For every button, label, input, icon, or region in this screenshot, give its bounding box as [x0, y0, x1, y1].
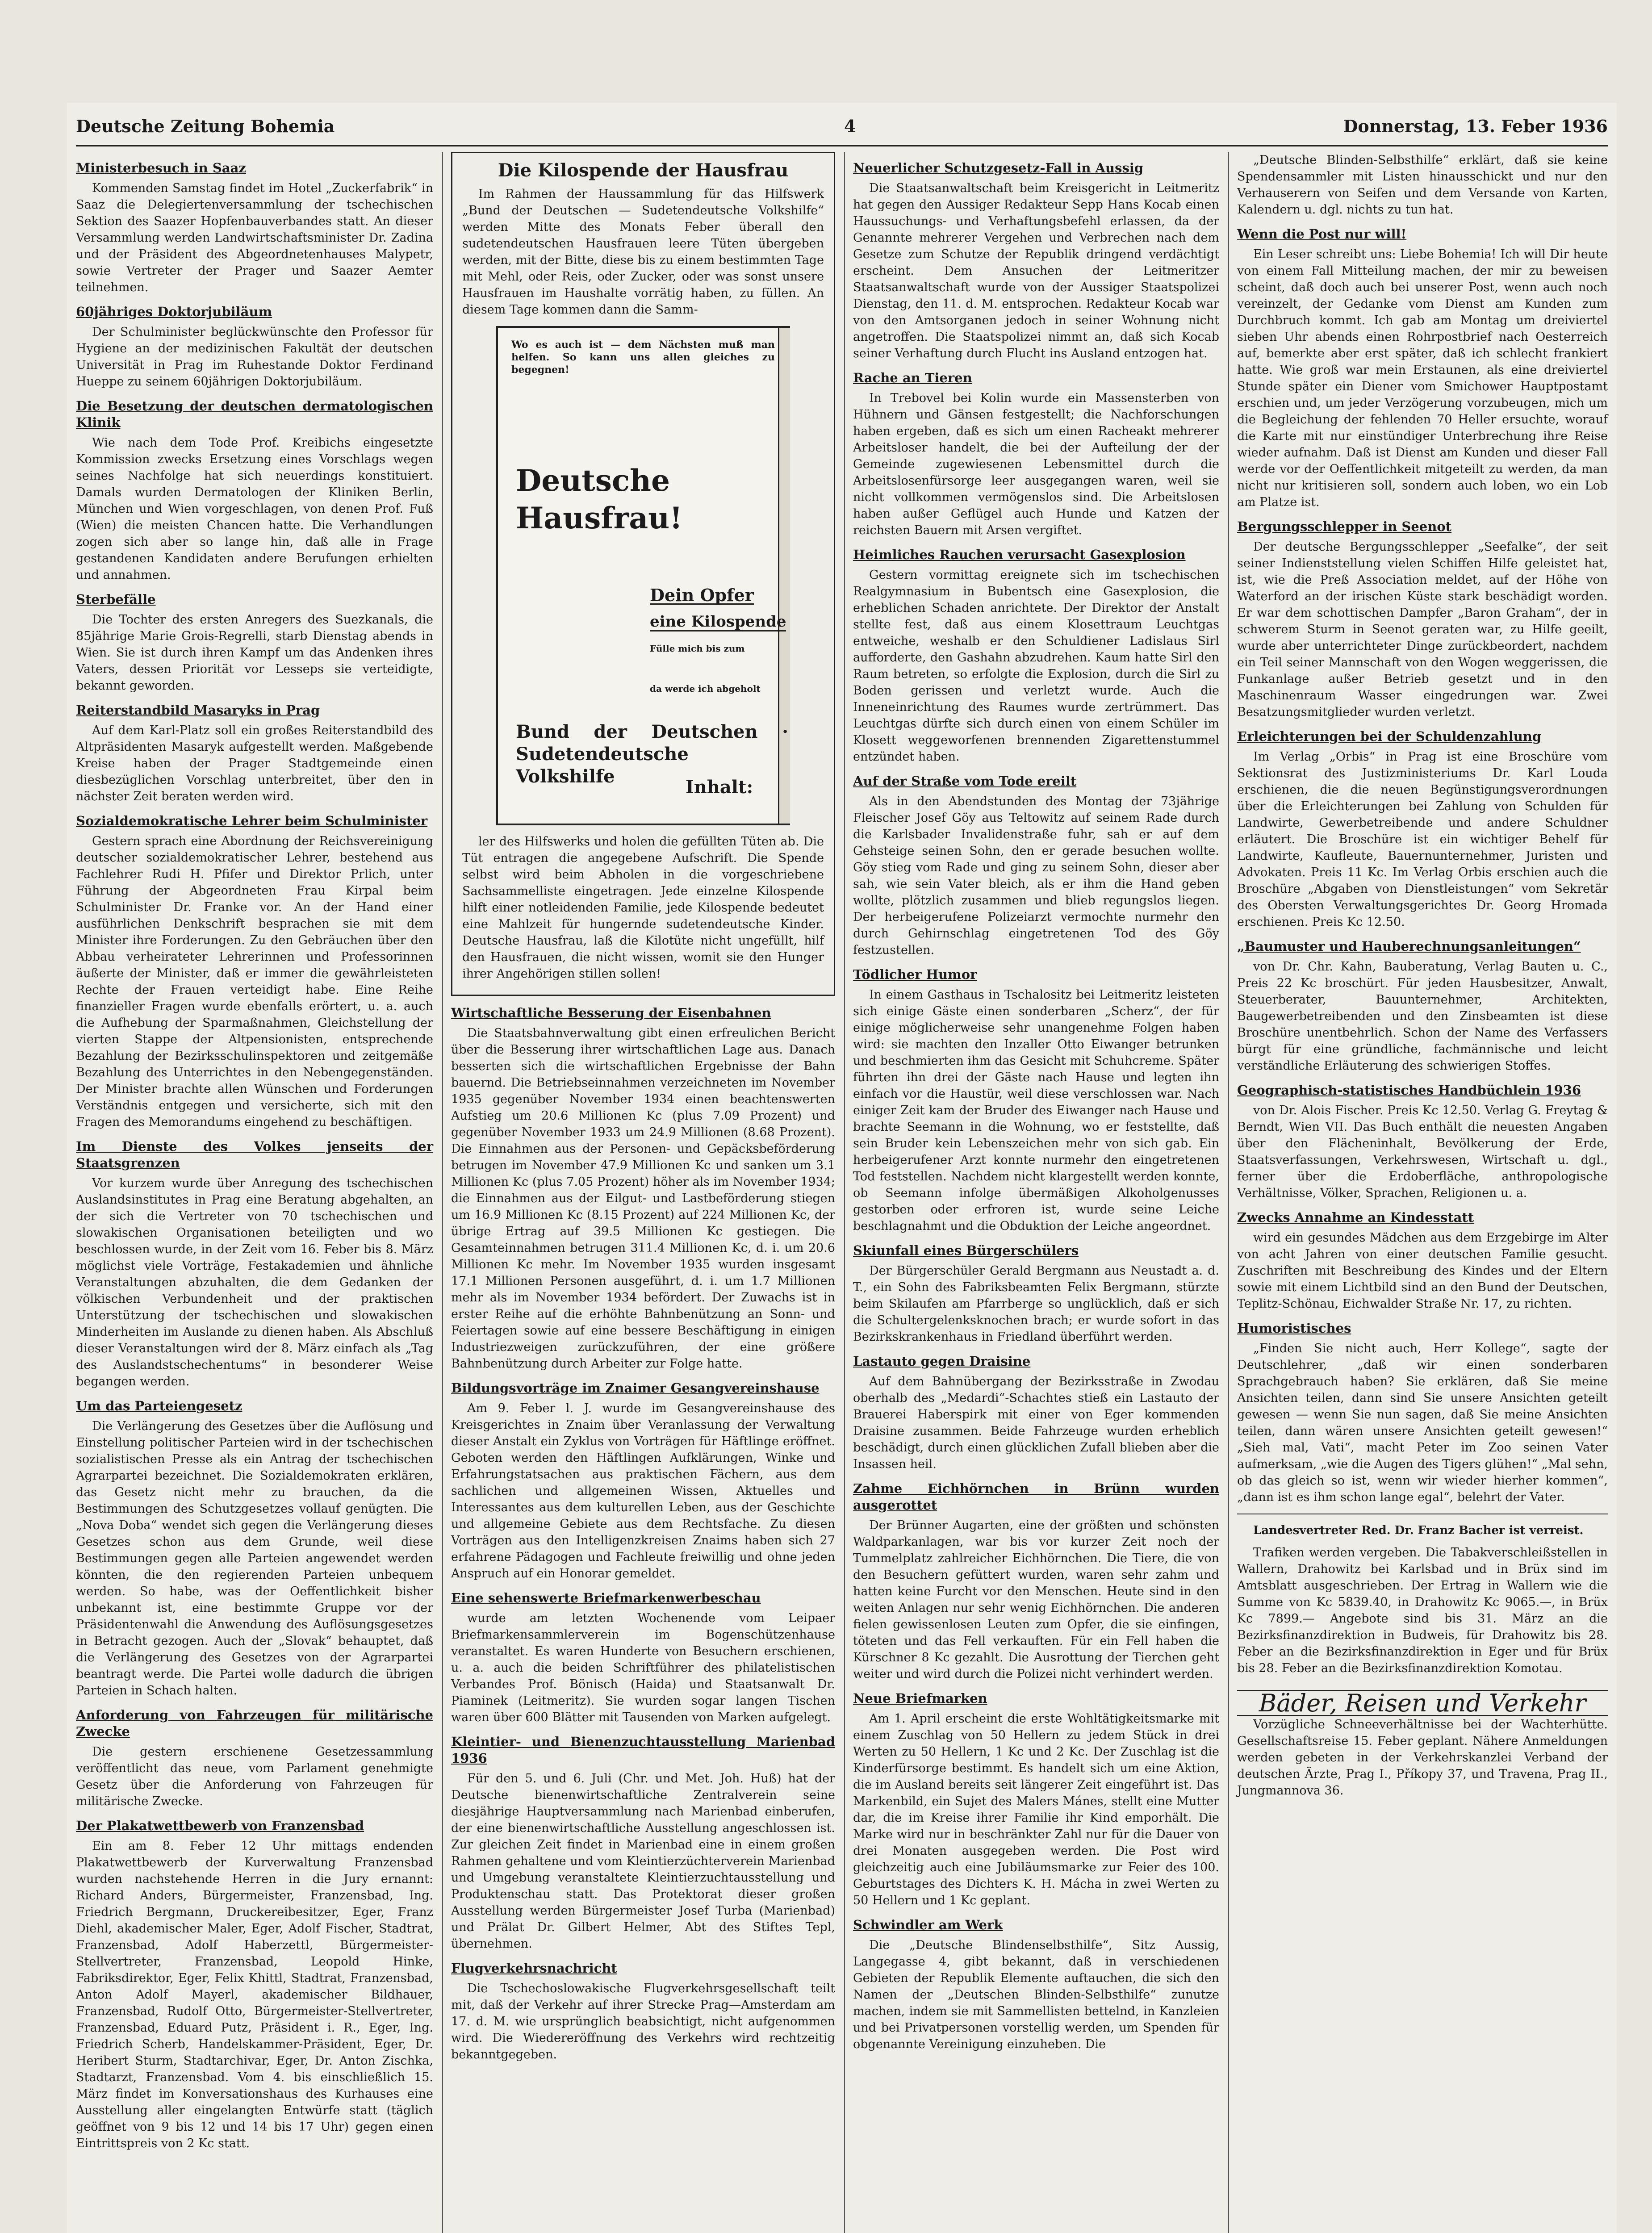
article-text: Der deutsche Bergungsschlepper „Seefalke“, der seit seiner Indienststellung vielen Schiffen Hilfe geleistet hat, ist, wie die Preß Association meldet, auf der Höhe von Waterford an der irischen Küste stark beschädigt worden. Er war dem schottischen Dampfer „Baron Graham“, der in schwerem Sturm in Seenot geraten war, zu Hilfe geeilt, wurde aber unterrichteter Dinge zurückbeordert, nachdem ein Teil seiner Mannschaft von den Wogen weggerissen, die Funkanlage außer Betrieb gesetzt und in den Maschinenraum Wasser eingedrungen war. Zwei Besatzungsmitglieder wurden verletzt.	[1237, 540, 1608, 719]
article-heading: Im Dienste des Volkes jenseits der Staatsgrenzen	[76, 1139, 433, 1171]
article-text: Gestern vormittag ereignete sich im tschechischen Realgymnasium in Bubentsch eine Gasexplosion, die erheblichen Schaden anrichtete. Der Direktor der Anstalt stellte fest, daß aus einem Klosettraum Leuchtgas entweiche, weshalb er den Schuldiener Ladislaus Sirl aufforderte, den Gashahn abzudrehen. Kaum hatte Sirl den Raum betreten, so erfolgte die Explosion, durch die Sirl zu Boden gerissen und verletzt wurde. Auch die Inneneinrichtung des Raumes wurde zertrümmert. Das Leuchtgas dürfte sich durch einen von einem Schüler im Klosett weggeworfenen brennenden Zigarettenstummel entzündet haben.	[853, 568, 1219, 764]
column-3	[853, 152, 1219, 2233]
article-heading: Sterbefälle	[76, 592, 156, 607]
column-4	[1237, 152, 1608, 2233]
ad-top-text: Wo es auch ist — dem Nächsten muß man helfen. So kann uns allen gleiches zu begegnen!	[511, 339, 775, 376]
article-text: Als in den Abendstunden des Montag der 73jährige Fleischer Josef Göy aus Teltowitz auf seinem Rade durch die Karlsbader Invalidenstraße fuhr, sah er auf dem Gehsteige seinen Sohn, den er gerade besuchen wollte. Göy stieg vom Rade und ging zu seinem Sohn, dieser aber sah, wie sein Vater bleich, als er ihm die Hand geben wollte, plötzlich zusammen und blieb regungslos liegen. Der herbeigerufene Polizeiarzt vermochte nurmehr den durch Gehirnschlag eingetretenen Tod des Göy festzustellen.	[853, 795, 1219, 957]
column-4-articles	[1237, 152, 1608, 1505]
article-heading: Tödlicher Humor	[853, 967, 977, 982]
article-heading: „Baumuster und Hauberechnungsanleitungen“	[1237, 939, 1581, 954]
article-text: Die Staatsbahnverwaltung gibt einen erfreulichen Bericht über die Besserung ihrer wirtschaftlichen Lage aus. Danach besserten sich die wirtschaftlichen Ergebnisse der Bahn bauernd. Die Betriebseinnahmen verzeichneten im November 1935 gegenüber November 1934 einen beachtenswerten Aufstieg um 20.6 Millionen Kc (plus 7.09 Prozent) und gegenüber November 1933 um 24.9 Millionen (8.68 Prozent). Die Einnahmen aus der Personen- und Gepäcksbeförderung betrugen im November 47.9 Millionen Kc und sanken um 3.1 Millionen Kc (plus 7.05 Prozent) höher als im November 1934; die Einnahmen aus der Eilgut- und Lastbeförderung stiegen um 16.9 Millionen Kc (8.15 Prozent) auf 224 Millionen Kc, der übrige Ertrag auf 39.5 Millionen Kc gestiegen. Die Gesamteinnahmen betrugen 311.4 Millionen Kc, d. i. um 20.6 Millionen Kc mehr. Im November 1935 wurden insgesamt 17.1 Millionen Personen ausgeführt, d. i. um 1.7 Millionen mehr als im November 1934 befördert. Der Zuwachs ist in erster Reihe auf die erhöhte Bahnbenützung an Sonn- und Feiertagen sowie auf eine bessere Beschäftigung in einigen Industriezweigen zurückzuführen, der eine größere Bahnbenützung durch Arbeiter zur Folge hatte.	[451, 1026, 835, 1371]
masthead-title: Deutsche Zeitung Bohemia	[76, 116, 335, 136]
article-text: wurde am letzten Wochenende vom Leipaer Briefmarkensammlerverein im Bogenschützenhause veranstaltet. Es waren Hunderte von Besuchern erschienen, u. a. auch die beiden Schriftführer des philatelistischen Verbandes Prof. Bönisch (Haida) und Staatsanwalt Dr. Piaminek (Leitmeritz). Sie wurden sogar langen Tischen waren über 600 Blätter mit Tausenden von Marken aufgelegt.	[451, 1611, 835, 1724]
article-heading: Sozialdemokratische Lehrer beim Schulminister	[76, 813, 428, 828]
article-text: Die „Deutsche Blindenselbsthilfe“, Sitz Aussig, Langegasse 4, gibt bekannt, daß in verschiedenen Gebieten der Republik Elemente auftauchen, die sich den Namen der „Deutschen Blinden-Selbsthilfe“ zunutze machen, indem sie mit Sammellisten bettelnd, in Kanzleien und bei Privatpersonen vorstellig werden, um Spenden für obgenannte Vereinigung einzuheben. Die	[853, 1938, 1219, 2051]
article-text: Für den 5. und 6. Juli (Chr. und Met. Joh. Huß) hat der Deutsche bienenwirtschaftliche Zentralverein seine diesjährige Hauptversammlung nach Marienbad einberufen, der eine bienenwirtschaftliche Ausstellung angeschlossen ist. Zur gleichen Zeit findet in Marienbad eine in einem großen Rahmen gehaltene und vom Kleintierzüchterverein Marienbad und Umgebung veranstaltete Kleintierzuchtausstellung und Produktenschau statt. Das Protektorat dieser großen Ausstellung werden Bürgermeister Josef Turba (Marienbad) und Prälat Dr. Gilbert Helmer, Abt des Stiftes Tepl, übernehmen.	[451, 1772, 835, 1951]
masthead	[76, 112, 1608, 143]
article-heading: Heimliches Rauchen verursacht Gasexplosion	[853, 547, 1186, 562]
article-heading: Geographisch-statistisches Handbüchlein 1936	[1237, 1083, 1581, 1098]
article-heading: Zwecks Annahme an Kindesstatt	[1237, 1210, 1474, 1225]
article-text: Am 1. April erscheint die erste Wohltätigkeitsmarke mit einem Zuschlag von 50 Hellern zu jedem Stück in drei Werten zu 50 Hellern, 1 Kc und 2 Kc. Der Zuschlag ist die Kinderfürsorge bestimmt. Es handelt sich um eine Aktion, die im Ausland bereits seit längerer Zeit eingeführt ist. Das Markenbild, ein Sujet des Malers Mánes, stellt eine Mutter dar, die im Kreise ihrer Familie ihr Kind emporhält. Die Marke wird nur in beschränkter Zahl nur für die Dauer von drei Monaten ausgegeben werden. Die Post wird gleichzeitig auch eine Jubiläumsmarke zur Feier des 100. Geburtstages des Dichters K. H. Mácha in zwei Werten zu 50 Hellern und 1 Kc geplant.	[853, 1712, 1219, 1907]
article-heading: Wenn die Post nur will!	[1237, 226, 1407, 242]
box-title: Die Kilospende der Hausfrau	[498, 160, 789, 181]
section-banner: Bäder, Reisen und Verkehr	[1237, 1690, 1608, 1716]
article-text: „Finden Sie nicht auch, Herr Kollege“, sagte der Deutschlehrer, „daß wir einen sonderbaren Sprachgebrauch haben? Sie erklären, daß Sie meine Ansichten teilen, dann sind Sie unsere Ansichten geteilt gewesen — wenn Sie nun sagen, daß Sie meine Ansichten teilen, dann wären unsere Ansichten geteilt gewesen!“ „Sieh mal, Vati“, macht Peter im Zoo seinen Vater aufmerksam, „wie die Augen des Tigers glühen!“ „Mal sehn, ob das gleich so ist, wenn wir wieder hierher kommen“, „dann ist es ihm schon lange egal“, belehrt der Vater.	[1237, 1342, 1608, 1504]
article-text: Die Tochter des ersten Anregers des Suezkanals, die 85jährige Marie Grois-Regrelli, starb Dienstag abends in Wien. Sie ist durch ihren Kampf um das Andenken ihres Vaters, dessen Priorität vor Lesseps sie verteidigte, bekannt geworden.	[76, 613, 433, 693]
article-text: Der Brünner Augarten, eine der größten und schönsten Waldparkanlagen, war bis vor kurzer Zeit noch der Tummelplatz zahlreicher Eichhörnchen. Die Tiere, die von den Besuchern gefüttert wurden, waren sehr zahm und hatten keine Furcht vor den Menschen. Heute sind in den weiten Anlagen nur sehr wenig Eichhörnchen. Die anderen fielen gewissenlosen Leuten zum Opfer, die sie einfingen, töteten und das Fell verkauften. Für ein Fell haben die Kürschner 8 Kc gezahlt. Die Ausrottung der Tierchen geht weiter und wird durch die Polizei nicht verhindert werden.	[853, 1518, 1219, 1681]
footer-note-1: Landesvertreter Red. Dr. Franz Bacher ist verreist.	[1253, 1524, 1584, 1537]
ad-headline: Deutsche Hausfrau!	[516, 463, 683, 535]
article-heading: Erleichterungen bei der Schuldenzahlung	[1237, 729, 1542, 744]
article-heading: Kleintier- und Bienenzuchtausstellung Marienbad 1936	[451, 1734, 835, 1766]
article-text: Die Verlängerung des Gesetzes über die Auflösung und Einstellung politischer Parteien wird in der tschechischen sozialistischen Presse als ein Antrag der tschechischen Agrarpartei bezeichnet. Die Sozialdemokraten erklären, das Gesetz nicht mehr zu brauchen, da die Bestimmungen des Schutzgesetzes vollauf genügten. Die „Nova Doba“ wendet sich gegen die Verlängerung dieses Gesetzes schon aus dem Grunde, weil diese Bestimmungen gegen alle Parteien angewendet werden könnten, die den regierenden Parteien unbequem werden. So habe, was der Oeffentlichkeit bisher unbekannt ist, eine bestimmte Gruppe vor der Präsidentenwahl die Anwendung des Auflösungsgesetzes in Betracht gezogen. Auch der „Slovak“ behauptet, daß die Verlängerung des Gesetzes von der Agrarpartei beantragt werde. Die Partei wolle dadurch die übrigen Parteien in Schach halten.	[76, 1419, 433, 1698]
page-number: 4	[844, 116, 856, 136]
article-text: Auf dem Bahnübergang der Bezirksstraße in Zwodau oberhalb des „Medardi“-Schachtes stieß ein Lastauto der Brauerei Haberspirk mit einer von Eger kommenden Draisine zusammen. Beide Fahrzeuge wurden erheblich beschädigt, durch einen glücklichen Zufall blieben aber die Insassen heil.	[853, 1375, 1219, 1471]
article-text: „Deutsche Blinden-Selbsthilfe“ erklärt, daß sie keine Spendensammler mit Listen hinausschickt und nur den Verhauserern von Seifen und dem Versande von Karten, Kalendern u. dgl. nichts zu tun hat.	[1237, 153, 1608, 217]
column-divider	[1228, 152, 1229, 2233]
article-text: In Trebovel bei Kolin wurde ein Massensterben von Hühnern und Gänsen festgestellt; die Nachforschungen haben ergeben, daß es sich um einen Racheakt mehrerer Arbeitsloser handelt, die bei der Aufteilung der der Gemeinde zugewiesenen Lebensmittel durch die Arbeitslosenfürsorge leer ausgegangen waren, weil sie nicht vollkommen vermögenslos sind. Die Arbeitslosen haben außer Geflügel auch Hunde und Katzen der reichsten Bauern mit Arsen vergiftet.	[853, 391, 1219, 537]
article-text: Auf dem Karl-Platz soll ein großes Reiterstandbild des Altpräsidenten Masaryk aufgestellt werden. Maßgebende Kreise haben der Prager Stadtgemeinde einen diesbezüglichen Vorschlag unterbreitet, über den in nächster Zeit beraten werden wird.	[76, 723, 433, 803]
box-paragraph: Im Rahmen der Haussammlung für das Hilfswerk „Bund der Deutschen — Sudetendeutsche Volkshilfe“ werden Mitte des Monats Feber überall den sudetendeutschen Hausfrauen leere Tüten übergeben werden, mit der Bitte, diese bis zu einem bestimmten Tage mit Mehl, oder Reis, oder Zucker, oder was sonst unsere Hausfrauen im Haushalte vorrätig haben, zu füllen. An diesem Tage kommen dann die Samm-	[462, 187, 824, 317]
article-text: Am 9. Feber l. J. wurde im Gesangvereinshause des Kreisgerichtes in Znaim über Veranlassung der Verwaltung dieser Anstalt ein Zyklus von Vorträgen für Häftlinge eröffnet. Geboten werden den Häftlingen Aufklärungen, Winke und Erfahrungstatsachen aus praktischen Fächern, aus dem sachlichen und allgemeinen Wissen, Aktuelles und Interessantes aus dem kulturellen Leben, aus der Geschichte und allgemeine Gebiete aus dem Rechtsfache. Zu diesen Vorträgen aus den Intelligenzkreisen Znaims haben sich 27 erfahrene Pädagogen und Fachleute freiwillig und ohne jeden Anspruch auf ein Honorar gemeldet.	[451, 1401, 835, 1581]
article-text: Der Schulminister beglückwünschte den Professor für Hygiene an der medizinischen Fakultät der deutschen Universität in Prag im Ruhestande Doktor Ferdinand Hueppe zu seinem 60jährigen Doktorjubiläum.	[76, 325, 433, 389]
article-text: In einem Gasthaus in Tschalositz bei Leitmeritz leisteten sich einige Gäste einen sonderbaren „Scherz“, der für einige möglicherweise sehr unangenehme Folgen haben wird: sie machten den Inzaller Otto Eiwanger betrunken und beschmierten ihm das Gesicht mit Schuhcreme. Später führten ihn drei der Gäste nach Hause und legten ihn einfach vor die Haustür, weil diese verschlossen war. Nach einiger Zeit kam der Bruder des Eiwanger nach Hause und brachte Seemann in die Wohnung, wo er feststellte, daß sein Bruder kein Lebenszeichen mehr von sich gab. Ein herbeigerufener Arzt konnte nurmehr den eingetretenen Tod feststellen. Nachdem nicht klargestellt werden konnte, ob Seemann infolge übermäßigen Alkoholgenusses gestorben oder erfroren ist, wurde seine Leiche beschlagnahmt und die Obduktion der Leiche angeordnet.	[853, 988, 1219, 1233]
ad-tag-1: Dein Opfer	[650, 585, 754, 605]
column-divider	[844, 152, 845, 2233]
article-heading: Wirtschaftliche Besserung der Eisenbahnen	[451, 1005, 771, 1020]
article-heading: Bergungsschlepper in Seenot	[1237, 519, 1452, 534]
article-heading: Die Besetzung der deutschen dermatologischen Klinik	[76, 398, 433, 430]
article-text: Ein Leser schreibt uns: Liebe Bohemia! Ich will Dir heute von einem Fall Mitteilung machen, der mir zu beweisen scheint, daß doch auch bei unserer Post, wenn auch noch vereinzelt, der Gedanke vom Dienst am Kunden zum Durchbruch kommt. Ich gab am Montag um dreiviertel sieben Uhr abends einen Rohrpostbrief nach Oesterreich auf, bemerkte aber erst später, daß ich schlecht frankiert hatte. Wie groß war mein Erstaunen, als eine dreiviertel Stunde später ein Diener vom Smichower Hauptpostamt erschien und, um jeder Verzögerung vorzubeugen, mich um die Begleichung der fehlenden 70 Heller ersuchte, worauf die Karte mit nur einstündiger Unterbrechung ihre Reise wieder aufnahm. Daß ist Dienst am Kunden und dieser Fall werde vor der Oeffentlichkeit mitgeteilt zu werden, da man nicht nur kritisieren soll, sondern auch loben, wo ein Lob am Platze ist.	[1237, 247, 1608, 509]
article-heading: Flugverkehrsnachricht	[451, 1961, 617, 1976]
article-heading: Neuerlicher Schutzgesetz-Fall in Aussig	[853, 160, 1144, 176]
article-heading: Schwindler am Werk	[853, 1917, 1003, 1932]
article-text: Der Bürgerschüler Gerald Bergmann aus Neustadt a. d. T., ein Sohn des Fabriksbeamten Felix Bergmann, stürzte beim Skilaufen am Pfarrberge so unglücklich, daß er sich die Schultergelenksknochen brach; er wurde sofort in das Bezirkskrankenhaus in Friedland überführt werden.	[853, 1264, 1219, 1344]
article-heading: Bildungsvorträge im Znaimer Gesangvereinshause	[451, 1380, 820, 1396]
article-heading: Ministerbesuch in Saaz	[76, 160, 246, 176]
article-heading: Der Plakatwettbewerb von Franzensbad	[76, 1818, 364, 1833]
ad-small-1: Fülle mich bis zum	[650, 643, 745, 654]
column-2-articles	[451, 1005, 835, 2063]
article-text: Wie nach dem Tode Prof. Kreibichs eingesetzte Kommission zwecks Ersetzung eines Vorschlags wegen seines Nachfolge hat sich neuerdings konstituiert. Damals wurden Dermatologen der Kliniken Berlin, München und Wien vorgeschlagen, von denen Prof. Fuß (Wien) die meisten Chancen hatte. Die Verhandlungen zogen sich aber so lange hin, daß alle in Frage gestandenen Kandidaten andere Berufungen erhielten und annahmen.	[76, 436, 433, 582]
article-heading: Anforderung von Fahrzeugen für militärische Zwecke	[76, 1707, 433, 1739]
article-heading: Zahme Eichhörnchen in Brünn wurden ausgerottet	[853, 1481, 1219, 1513]
kilospende-box	[451, 152, 835, 996]
article-text: Die Tschechoslowakische Flugverkehrsgesellschaft teilt mit, daß der Verkehr auf ihrer Strecke Prag—Amsterdam am 17. d. M. wie ursprünglich beabsichtigt, nicht aufgenommen wird. Die Wiedereröffnung des Verkehrs wird rechtzeitig bekanntgegeben.	[451, 1982, 835, 2062]
article-text: Kommenden Samstag findet im Hotel „Zuckerfabrik“ in Saaz die Delegiertenversammlung der tschechischen Sektion des Saazer Hopfenbauverbandes statt. An dieser Versammlung werden Landwirtschaftsminister Dr. Zadina und der Präsident des Abgeordnetenhauses Malypetr, sowie Vertreter der Prager und Saazer Aemter teilnehmen.	[76, 181, 433, 294]
article-text: von Dr. Alois Fischer. Preis Kc 12.50. Verlag G. Freytag & Berndt, Wien VII. Das Buch enthält die neuesten Angaben über den Flächeninhalt, Bevölkerung der Erde, Staatsverfassungen, Verkehrswesen, Wirtschaft u. dgl., ferner über die Erdoberfläche, anthropologische Verhältnisse, Völker, Sprachen, Religionen u. a.	[1237, 1104, 1608, 1200]
article-heading: Lastauto gegen Draisine	[853, 1354, 1031, 1369]
column-divider	[442, 152, 443, 2233]
article-heading: Humoristisches	[1237, 1321, 1351, 1336]
banner-text: Vorzügliche Schneeverhältnisse bei der Wachterhütte. Gesellschaftsreise 15. Feber geplant. Nähere Anmeldungen werden gebeten in der Verkehrskanzlei Verband der deutschen Ärzte, Prag I., Příkopy 37, und Travena, Prag II., Jungmannova 36.	[1237, 1718, 1608, 1798]
box-paragraph-after: ler des Hilfswerks und holen die gefüllten Tüten ab. Die Tüt entragen die angegebene Aufschrift. Die Spende selbst wird beim Abholen in die vorgeschriebene Sachsammelliste eingetragen. Jede einzelne Kilospende hilft einer notleidenden Familie, jede Kilospende bedeutet eine Mahlzeit für hungernde sudetendeutsche Kinder. Deutsche Hausfrau, laß die Kilotüte nicht ungefüllt, hilf den Hausfrauen, die nicht wissen, womit sie den Hunger ihrer Angehörigen stillen sollen!	[462, 835, 824, 981]
article-heading: 60jähriges Doktorjubiläum	[76, 304, 272, 319]
article-heading: Rache an Tieren	[853, 370, 972, 385]
article-heading: Eine sehenswerte Briefmarkenwerbeschau	[451, 1590, 761, 1606]
article-text: wird ein gesundes Mädchen aus dem Erzgebirge im Alter von acht Jahren von einer deutschen Familie gesucht. Zuschriften mit Beschreibung des Kindes und der Eltern sowie mit einem Lichtbild sind an den Bund der Deutschen, Teplitz-Schönau, Eichwalder Straße Nr. 17, zu richten.	[1237, 1231, 1608, 1311]
article-heading: Auf der Straße vom Tode ereilt	[853, 774, 1077, 789]
ad-tag-2: eine Kilospende	[650, 613, 786, 631]
column-2	[451, 152, 835, 2233]
masthead-date: Donnerstag, 13. Feber 1936	[1343, 116, 1608, 136]
article-heading: Um das Parteiengesetz	[76, 1398, 243, 1413]
article-heading: Neue Briefmarken	[853, 1691, 987, 1706]
column-1	[76, 152, 433, 2233]
kilospende-advertisement	[496, 326, 790, 825]
article-text: Die Staatsanwaltschaft beim Kreisgericht in Leitmeritz hat gegen den Aussiger Redakteur Sepp Hans Kocab einen Haussuchungs- und Verhaftungsbefehl erlassen, da der Genannte mehrerer Vergehen und Verbrechen nach dem Gesetze zum Schutze der Republik dringend verdächtigt erscheint. Dem Ansuchen der Leitmeritzer Staatsanwaltschaft wurde von der Aussiger Staatspolizei Dienstag, den 11. d. M. entsprochen. Redakteur Kocab war von den Amtsorganen jedoch in seiner Wohnung nicht angetroffen. Die Staatspolizei nimmt an, daß sich Kocab seiner Verhaftung durch Flucht ins Ausland entzogen hat.	[853, 181, 1219, 360]
article-text: Ein am 8. Feber 12 Uhr mittags endenden Plakatwettbewerb der Kurverwaltung Franzensbad wurden nachstehende Herren in die Jury ernannt: Richard Anders, Bürgermeister, Franzensbad, Ing. Friedrich Bergmann, Druckereibesitzer, Eger, Franz Diehl, akademischer Maler, Eger, Adolf Fischer, Stadtrat, Franzensbad, Adolf Haberzettl, Bürgermeister-Stellvertreter, Franzensbad, Leopold Hinke, Fabriksdirektor, Eger, Felix Khittl, Stadtrat, Franzensbad, Anton Adolf Mayerl, akademischer Bildhauer, Franzensbad, Rudolf Otto, Bürgermeister-Stellvertreter, Franzensbad, Eduard Putz, Präsident i. R., Eger, Ing. Friedrich Scherb, Handelskammer-Präsident, Eger, Dr. Heribert Sturm, Stadtarchivar, Eger, Dr. Anton Zischka, Stadtarzt, Franzensbad. Vom 4. bis einschließlich 15. März findet im Konversationshaus des Kurhauses eine Ausstellung aller eingelangten Entwürfe statt (täglich geöffnet von 9 bis 12 und 14 bis 17 Uhr) gegen einen Eintrittspreis von 2 Kc statt.	[76, 1839, 433, 2150]
newspaper-page	[67, 103, 1617, 2233]
article-text: Die gestern erschienene Gesetzessammlung veröffentlicht das neue, vom Parlament genehmigte Gesetz über die Anforderung von Fahrzeugen für militärische Zwecke.	[76, 1745, 433, 1808]
header-rule	[76, 145, 1608, 146]
article-text: Gestern sprach eine Abordnung der Reichsvereinigung deutscher sozialdemokratischer Lehrer, bestehend aus Fachlehrer Rudi H. Pfifer und Direktor Prlich, unter Führung der Abgeordneten Frau Kirpal beim Schulminister Dr. Franke vor. An der Hand einer ausführlichen Denkschrift besprachen sie mit dem Minister ihre Forderungen. Zu den Gebräuchen über den Abbau verheirateter Lehrerinnen und Professorinnen äußerte der Minister, daß er immer die gewährleisteten Rechte der Frauen verteidigt habe. Eine Reihe finanzieller Fragen wurde ebenfalls erörtert, u. a. auch die Aufhebung der Sparmaßnahmen, Gleichstellung der vierten Stappe der Altpensionisten, entsprechende Bezahlung der Bezirksschulinspektoren und zeitgemäße Bezahlung des Unterrichtes in den Nebengegenständen. Der Minister brachte allen Wünschen und Forderungen Verständnis entgegen und versicherte, sich mit den Fragen des Memorandums eingehend zu beschäftigen.	[76, 834, 433, 1129]
article-text: von Dr. Chr. Kahn, Bauberatung, Verlag Bauten u. C., Preis 22 Kc broschürt. Für jeden Hausbesitzer, Anwalt, Steuerberater, Bauunternehmer, Architekten, Baugewerbetreibenden und den Zinsbeamten ist diese Broschüre unentbehrlich. Schon der Name des Verfassers bürgt für eine gründliche, fachmännische und leicht verständliche Erläuterung des schwierigen Stoffes.	[1237, 960, 1608, 1073]
article-text: Im Verlag „Orbis“ in Prag ist eine Broschüre vom Sektionsrat des Justizministeriums Dr. Karl Louda erschienen, die die neuen Begünstigungsverordnungen über die Erleichterungen bei Zahlung von Schulden für Landwirte, Gewerbetreibende und andere Schuldner erläutert. Die Broschüre ist ein wichtiger Behelf für Landwirte, Kaufleute, Bauernunternehmer, Juristen und Advokaten. Preis 11 Kc. Im Verlag Orbis erschien auch die Broschüre „Abgaben von Dienstleistungen“ vom Sekretär des Obersten Verwaltungsgerichtes Dr. Georg Hromada erschienen. Preis Kc 12.50.	[1237, 750, 1608, 929]
article-heading: Skiunfall eines Bürgerschülers	[853, 1243, 1079, 1258]
footer-note-2: Trafiken werden vergeben. Die Tabakverschleißstellen in Wallern, Drahowitz bei Karlsbad und in Brüx sind im Amtsblatt ausgeschrieben. Der Ertrag in Wallern wie die Summe von Kc 5839.40, in Drahowitz Kc 9065.—, in Brüx Kc 7899.— Angebote sind bis 31. März an die Bezirksfinanzdirektion in Budweis, für Drahowitz bis 28. Feber an die Bezirksfinanzdirektion in Eger und für Brüx bis 28. Feber an die Bezirksfinanzdirektion Komotau.	[1237, 1546, 1608, 1675]
article-text: Vor kurzem wurde über Anregung des tschechischen Auslandsinstitutes in Prag eine Beratung abgehalten, an der sich die Vertreter von 70 tschechischen und slowakischen Organisationen beteiligten und wo beschlossen wurde, in der Zeit vom 16. Feber bis 8. März möglichst viele Vorträge, Festakademien und ähnliche Veranstaltungen abzuhalten, die dem Gedanken der völkischen Verbundenheit und der praktischen Unterstützung der tschechischen und slowakischen Minderheiten im Auslande zu dienen haben. Als Abschluß dieser Veranstaltungen wird der 8. März einfach als „Tag des Auslandstschechentums“ in besonderer Weise begangen werden.	[76, 1176, 433, 1388]
ad-small-2: da werde ich abgeholt	[650, 683, 761, 694]
ad-inhalt: Inhalt:	[686, 777, 753, 798]
article-heading: Reiterstandbild Masaryks in Prag	[76, 703, 320, 718]
ad-bund: Bund der Deutschen · Sudetendeutsche Volkshilfe	[516, 721, 788, 787]
